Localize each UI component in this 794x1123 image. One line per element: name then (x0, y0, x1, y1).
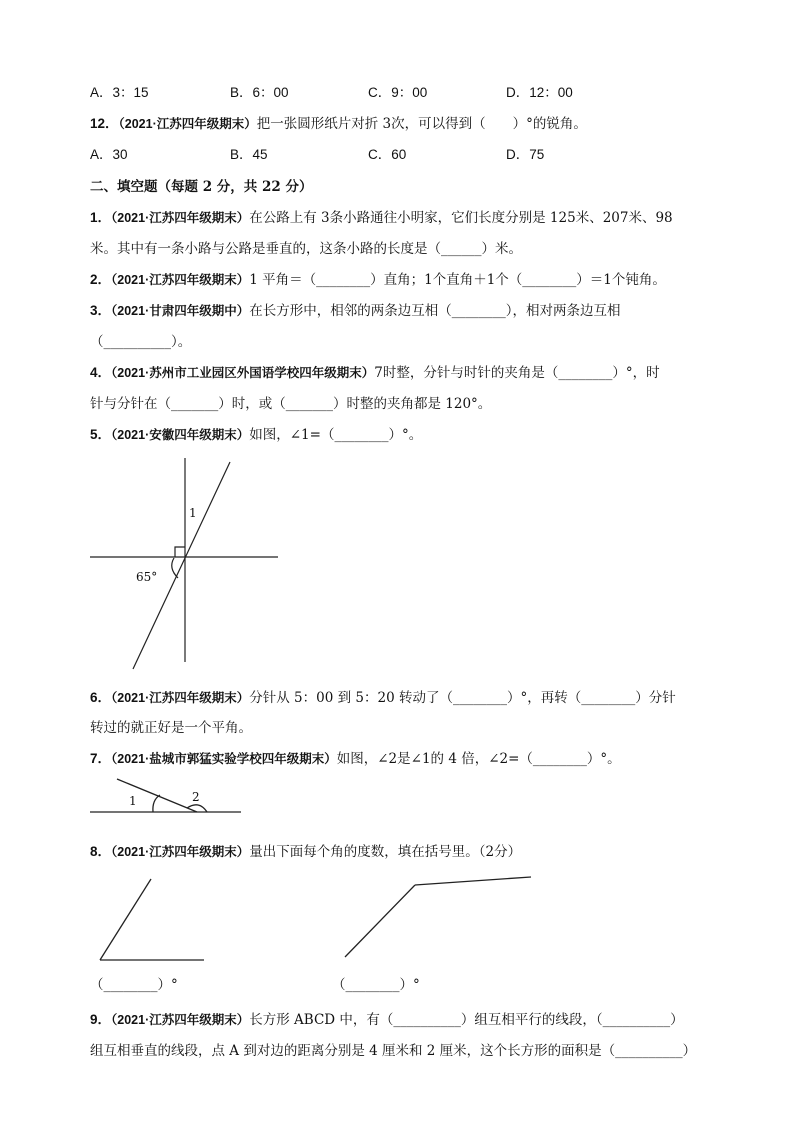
angle-1-label: 1 (189, 506, 197, 520)
question-number: 12． (90, 116, 119, 131)
q12-option-b: B．45 (230, 147, 268, 162)
question-source: （2021·江苏四年级期末） (111, 1013, 250, 1027)
q12-option-d: D．75 (506, 147, 545, 162)
q11-option-b: B．6：00 (230, 85, 289, 100)
angle-2-ray-a (415, 877, 531, 885)
question-source: （2021·江苏四年级期末） (111, 273, 250, 287)
angle-2-ray-b (345, 885, 415, 957)
question-text: 如图，∠1=（________）°。 (249, 427, 423, 443)
figure-q7 (90, 779, 241, 812)
question-text: 把一张圆形纸片对折 3次，可以得到（ ）°的锐角。 (256, 116, 587, 132)
angle-1-ray-b (100, 879, 151, 960)
q11-option-d: D．12：00 (506, 85, 573, 100)
question-6-line2: 转过的就正好是一个平角。 (90, 720, 252, 736)
question-number: 9． (90, 1012, 112, 1027)
angle-65-label: 65° (136, 570, 158, 584)
q12-option-a: A．30 (90, 147, 128, 162)
q12-option-c: C．60 (368, 147, 407, 162)
section-title: 二、填空题（每题 2 分，共 22 分） (90, 179, 313, 195)
question-text: 长方形 ABCD 中，有（__________）组互相平行的线段，（__________） (249, 1012, 684, 1028)
question-text: 如图，∠2是∠1的 4 倍，∠2=（________）°。 (336, 751, 621, 767)
question-text: 分针从 5：00 到 5：20 转动了（________）°，再转（________）分针 (249, 690, 676, 706)
question-source: （2021·江苏四年级期末） (111, 845, 250, 859)
q11-option-c: C．9：00 (368, 85, 428, 100)
question-source: （2021·江苏四年级期末） (111, 691, 250, 705)
figure-q8-angle-1 (100, 879, 204, 960)
slanted-line (133, 462, 230, 669)
question-text: 量出下面每个角的度数，填在括号里。（2分） (249, 844, 522, 860)
question-text: 7时整，分针与时针的夹角是（________）°，时 (374, 365, 660, 381)
question-text: 在长方形中，相邻的两条边互相（________），相对两条边互相 (249, 303, 621, 319)
figure-q5 (90, 458, 278, 669)
question-text: 1 平角＝（________）直角；1个直角＋1个（________）＝1个钝角。 (249, 272, 666, 288)
right-angle-mark (175, 547, 185, 557)
angle-1-label: 1 (129, 794, 137, 808)
q11-option-a: A．3：15 (90, 85, 149, 100)
figure-q8-angle-2 (345, 877, 531, 957)
question-source: （2021·江苏四年级期末） (118, 117, 257, 131)
question-number: 2． (90, 272, 112, 287)
q8-blank-1: （________）° (90, 977, 178, 993)
question-number: 5． (90, 427, 112, 442)
question-number: 1． (90, 210, 112, 225)
question-source: （2021·甘肃四年级期中） (111, 304, 250, 318)
question-number: 8． (90, 844, 112, 859)
q8-blank-2: （________）° (332, 977, 420, 993)
question-number: 7． (90, 751, 112, 766)
question-3-line2: （__________）。 (90, 334, 192, 350)
angle-1-arc (153, 795, 160, 812)
question-1-line2: 米。其中有一条小路与公路是垂直的，这条小路的长度是（______）米。 (90, 241, 522, 257)
question-9-line2: 组互相垂直的线段，点 A 到对边的距离分别是 4 厘米和 2 厘米，这个长方形的面积是（__________） (90, 1043, 697, 1059)
question-source: （2021·安徽四年级期末） (111, 428, 250, 442)
question-number: 4． (90, 365, 112, 380)
question-number: 6． (90, 690, 112, 705)
question-source: （2021·苏州市工业园区外国语学校四年级期末） (111, 366, 375, 380)
angle-2-arc (187, 805, 207, 812)
angle-2-label: 2 (192, 790, 200, 804)
question-text: 在公路上有 3条小路通往小明家，它们长度分别是 125米、207米、98 (249, 210, 673, 226)
question-source: （2021·江苏四年级期末） (111, 211, 250, 225)
question-4-line2: 针与分针在（_______）时，或（_______）时整的夹角都是 120°。 (90, 396, 492, 412)
question-source: （2021·盐城市郭猛实验学校四年级期末） (111, 752, 337, 766)
question-number: 3． (90, 303, 112, 318)
